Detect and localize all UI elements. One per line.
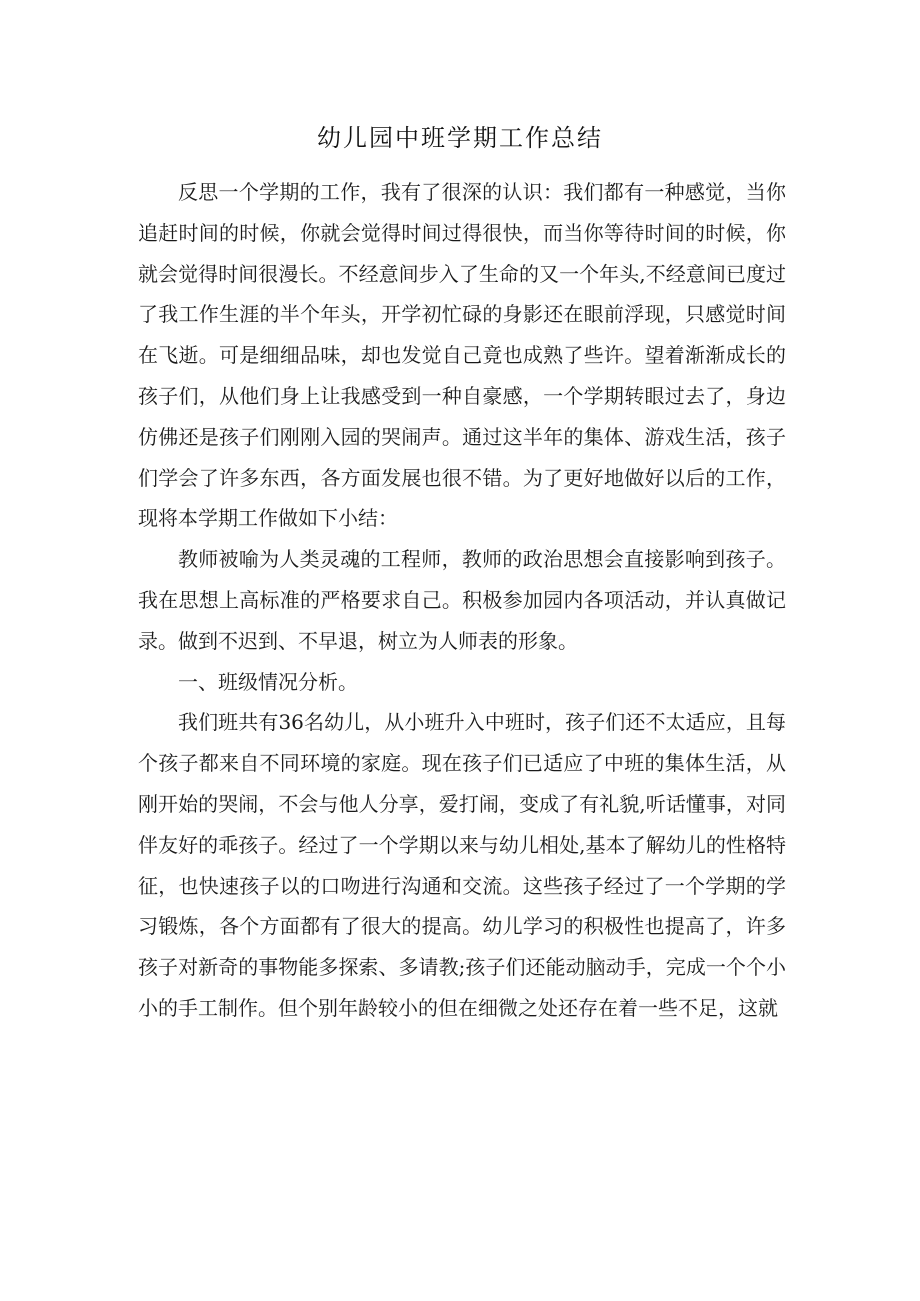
paragraph-intro: 反思一个学期的工作，我有了很深的认识：我们都有一种感觉，当你追赶时间的时候，你就会觉得时间过得很快，而当你等待时间的时候，你就会觉得时间很漫长。不经意间步入了生命的又一个年头,不经意间已度过了我工作生涯的半个年头，开学初忙碌的身影还在眼前浮现，只感觉时间在飞逝。可是细细品味，却也发觉自己竟也成熟了些许。望着渐渐成长的孩子们，从他们身上让我感受到一种自豪感，一个学期转眼过去了，身边仿佛还是孩子们刚刚入园的哭闹声。通过这半年的集体、游戏生活，孩子们学会了许多东西，各方面发展也很不错。为了更好地做好以后的工作，现将本学期工作做如下小结： <box>138 180 786 531</box>
section-heading-class-analysis: 一、班级情况分析。 <box>178 669 358 694</box>
document-title: 幼儿园中班学期工作总结 <box>317 124 603 152</box>
document-body <box>138 172 786 1029</box>
paragraph-teacher-ethics: 教师被喻为人类灵魂的工程师，教师的政治思想会直接影响到孩子。我在思想上高标准的严格要求自己。积极参加园内各项活动，并认真做记录。做到不迟到、不早退，树立为人师表的形象。 <box>138 547 786 653</box>
paragraph-class-analysis: 我们班共有36名幼儿，从小班升入中班时，孩子们还不太适应，且每个孩子都来自不同环境的家庭。现在孩子们已适应了中班的集体生活，从刚开始的哭闹，不会与他人分享，爱打闹，变成了有礼貌,听话懂事，对同伴友好的乖孩子。经过了一个学期以来与幼儿相处,基本了解幼儿的性格特征，也快速孩子以的口吻进行沟通和交流。这些孩子经过了一个学期的学习锻炼，各个方面都有了很大的提高。幼儿学习的积极性也提高了，许多孩子对新奇的事物能多探索、多请教;孩子们还能动脑动手，完成一个个小小的手工制作。但个别年龄较小的但在细微之处还存在着一些不足，这就 <box>138 710 786 1020</box>
